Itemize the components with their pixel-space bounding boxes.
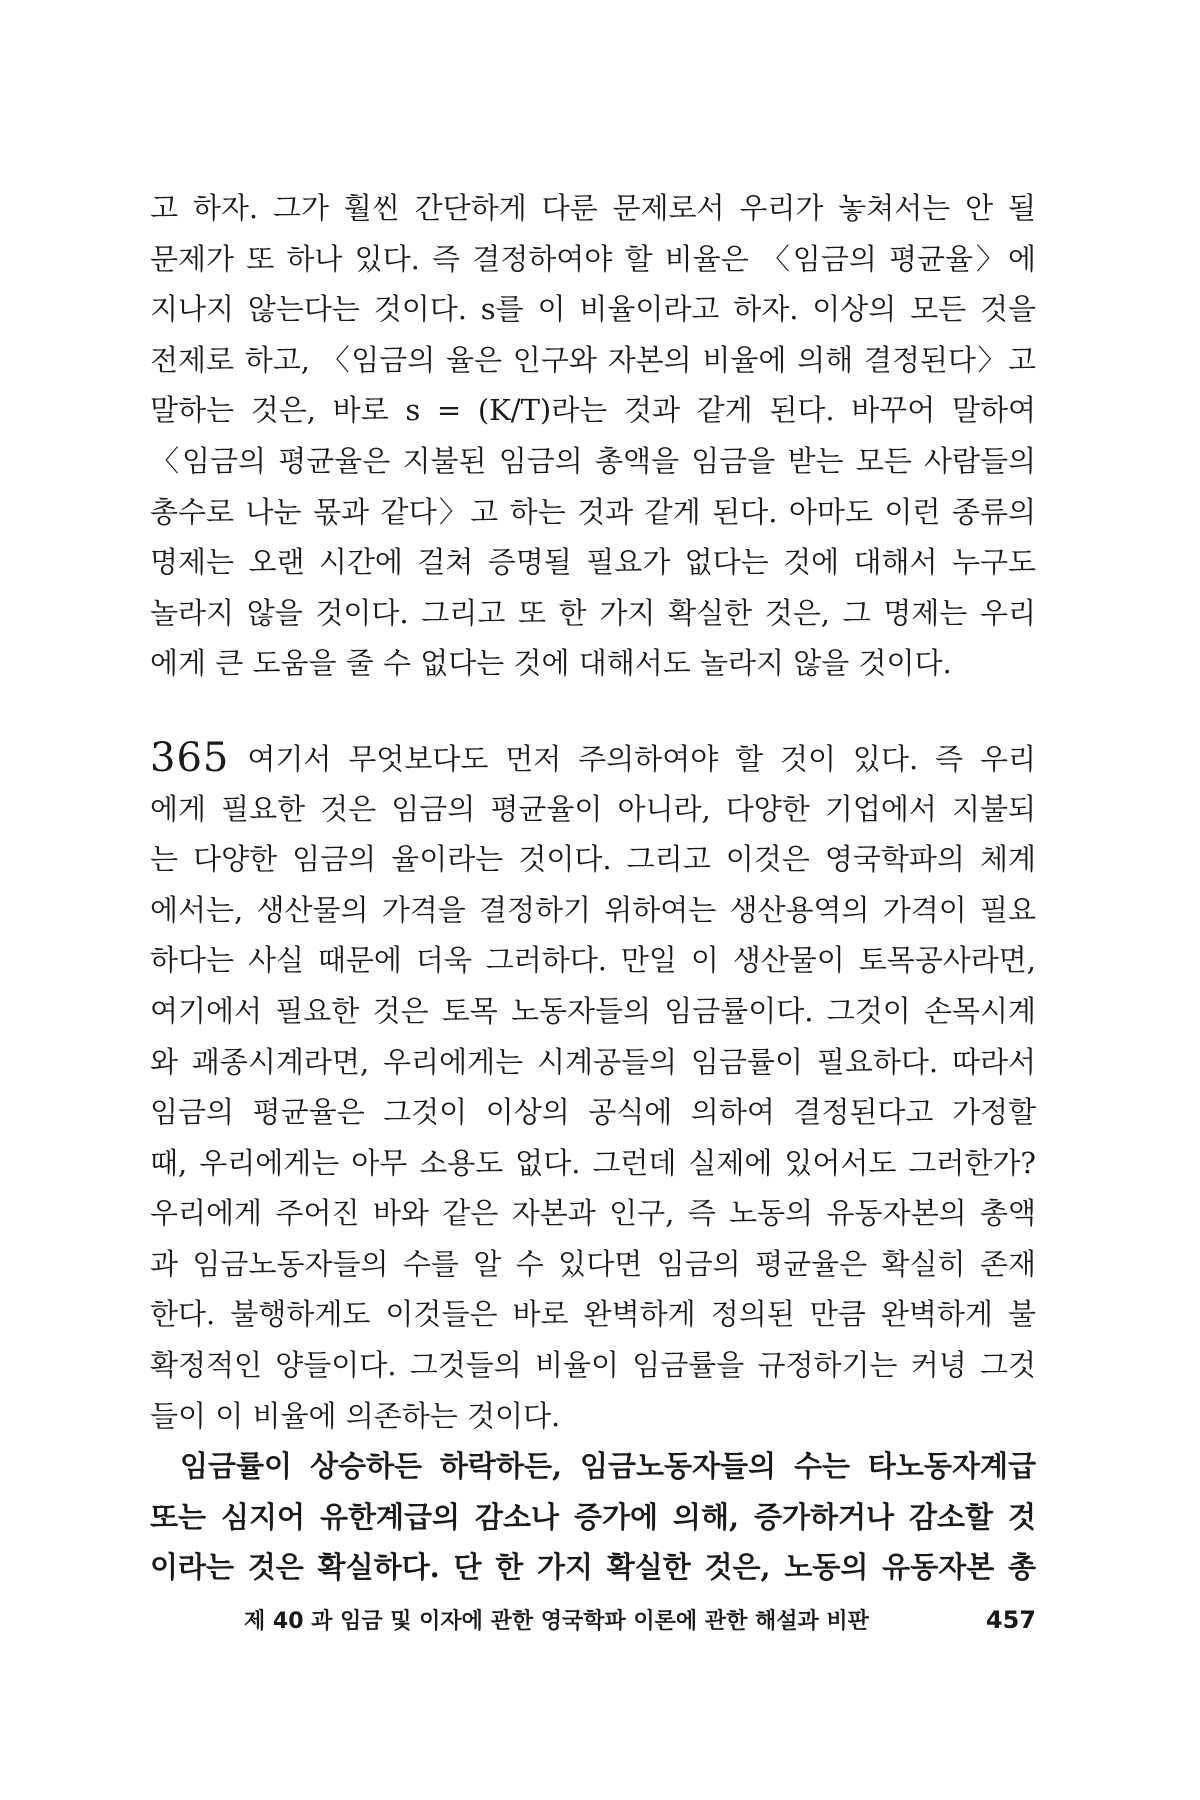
text-line: 우리에게 주어진 바와 같은 자본과 인구, 즉 노동의 유동자본의 총액	[150, 1196, 1036, 1231]
text-line: 〈임금의 평균율은 지불된 임금의 총액을 임금을 받는 모든 사람들의	[150, 443, 1036, 478]
text-line: 와 괘종시계라면, 우리에게는 시계공들의 임금률이 필요하다. 따라서	[150, 1044, 1036, 1079]
text-line: 문제가 또 하나 있다. 즉 결정하여야 할 비율은 〈임금의 평균율〉에	[150, 241, 1036, 276]
text-line: 놀라지 않을 것이다. 그리고 또 한 가지 확실한 것은, 그 명제는 우리	[150, 595, 1036, 630]
page-body	[150, 183, 1036, 1593]
text-line: 말하는 것은, 바로 s = (K/T)라는 것과 같게 된다. 바꾸어 말하여	[150, 393, 1036, 428]
text-line: 여기에서 필요한 것은 토목 노동자들의 임금률이다. 그것이 손목시계	[150, 993, 1036, 1028]
text-line: 에게 필요한 것은 임금의 평균율이 아니라, 다양한 기업에서 지불되	[150, 791, 1036, 826]
section-number: 365	[150, 734, 230, 781]
running-head: 제 40 과 임금 및 이자에 관한 영국학파 이론에 관한 해설과 비판	[244, 1609, 869, 1634]
text-line: 임금의 평균율은 그것이 이상의 공식에 의하여 결정된다고 가정할	[150, 1095, 1036, 1130]
text-line-first	[150, 733, 1036, 784]
text-line: 또는 심지어 유한계급의 감소나 증가에 의해, 증가하거나 감소할 것	[150, 1499, 1036, 1534]
paragraph-bold	[150, 1441, 1036, 1593]
text-line: 확정적인 양들이다. 그것들의 비율이 임금률을 규정하기는 커녕 그것	[150, 1348, 1036, 1383]
paragraph-section-365	[150, 733, 1036, 1441]
text-line: 전제로 하고, 〈임금의 율은 인구와 자본의 비율에 의해 결정된다〉고	[150, 342, 1036, 377]
text-line: 에서는, 생산물의 가격을 결정하기 위하여는 생산용역의 가격이 필요	[150, 892, 1036, 927]
text-line: 하다는 사실 때문에 더욱 그러하다. 만일 이 생산물이 토목공사라면,	[150, 943, 1036, 978]
paragraph-continuation	[150, 183, 1036, 689]
text-line: 과 임금노동자들의 수를 알 수 있다면 임금의 평균율은 확실히 존재	[150, 1246, 1036, 1281]
page-number: 457	[985, 1606, 1036, 1634]
text-line: 명제는 오랜 시간에 걸쳐 증명될 필요가 없다는 것에 대해서 누구도	[150, 545, 1036, 580]
text-line: 는 다양한 임금의 율이라는 것이다. 그리고 이것은 영국학파의 체계	[150, 842, 1036, 877]
text-line: 지나지 않는다는 것이다. s를 이 비율이라고 하자. 이상의 모든 것을	[150, 292, 1036, 327]
text-line: 들이 이 비율에 의존하는 것이다.	[150, 1398, 561, 1433]
text-line: 고 하자. 그가 훨씬 간단하게 다룬 문제로서 우리가 놓쳐서는 안 될	[150, 191, 1036, 225]
text-line: 한다. 불행하게도 이것들은 바로 완벽하게 정의된 만큼 완벽하게 불	[150, 1297, 1036, 1332]
page-footer	[244, 1604, 1036, 1635]
text-line: 이라는 것은 확실하다. 단 한 가지 확실한 것은, 노동의 유동자본 총	[150, 1550, 1036, 1585]
text-line: 임금률이 상승하든 하락하든, 임금노동자들의 수는 타노동자계급	[180, 1449, 1036, 1484]
text-line: 에게 큰 도움을 줄 수 없다는 것에 대해서도 놀라지 않을 것이다.	[150, 646, 952, 681]
text-line: 총수로 나눈 몫과 같다〉고 하는 것과 같게 된다. 아마도 이런 종류의	[150, 494, 1036, 529]
text-line: 때, 우리에게는 아무 소용도 없다. 그런데 실제에 있어서도 그러한가?	[150, 1145, 1036, 1180]
text-line-content: 여기서 무엇보다도 먼저 주의하여야 할 것이 있다. 즉 우리	[247, 741, 1036, 776]
